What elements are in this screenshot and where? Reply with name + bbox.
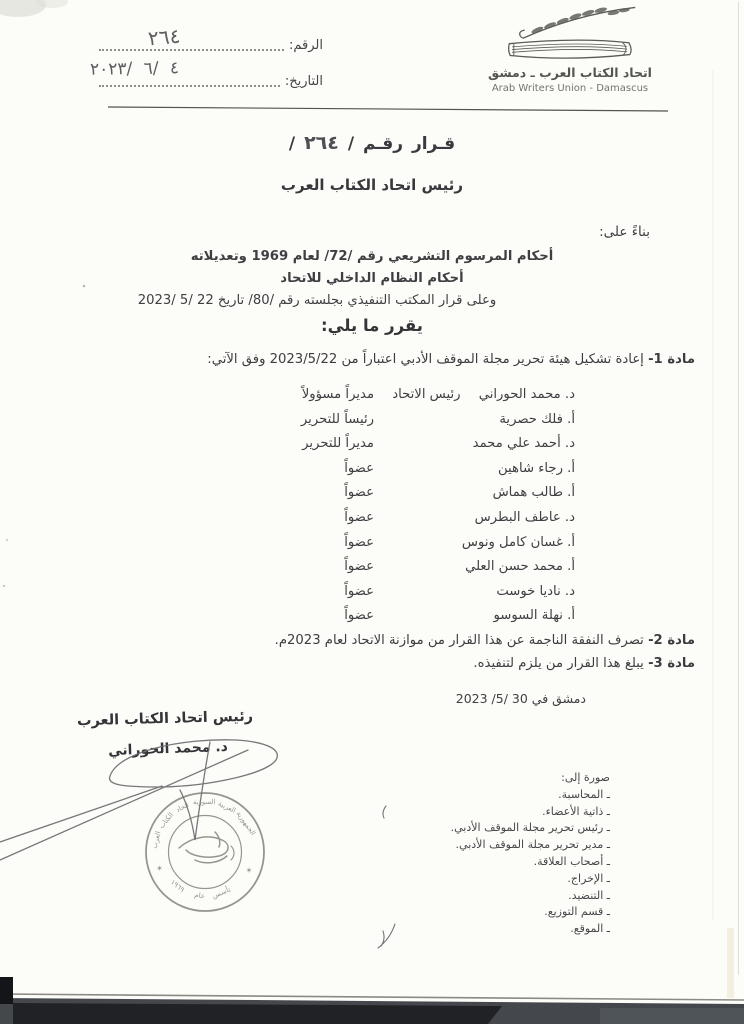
article-2-text: تصرف النفقة الناجمة عن هذا القرار من موازنة الاتحاد لعام 2023م. — [274, 633, 644, 648]
signatory-name: د. محمد الحوراني — [107, 738, 229, 760]
article-3-label: مادة 3- — [648, 656, 695, 671]
stamp-ring-word: العربية — [216, 799, 237, 815]
article-3 — [20, 656, 695, 671]
member-row — [288, 485, 575, 510]
stamp-ring-word: السورية — [192, 797, 216, 807]
stamp-ring-word: العرب — [150, 830, 163, 850]
decision-title-prefix: قـرار رقـم / — [347, 134, 456, 154]
stamp-star-right: ✶ — [245, 866, 253, 875]
handwritten-check-marks — [378, 806, 395, 948]
article-1 — [20, 352, 695, 367]
member-name: د. عاطف البطرس — [474, 509, 575, 525]
ref-number-field — [95, 36, 323, 53]
member-row — [288, 436, 575, 461]
member-row — [288, 387, 575, 412]
member-role: عضواً — [344, 608, 374, 624]
scan-smudge-top-left — [0, 0, 46, 17]
stamp-ring-word: الكتاب — [157, 810, 175, 831]
based-on-label: بناءً على: — [599, 224, 650, 240]
scan-speck — [3, 585, 5, 587]
member-row — [288, 608, 575, 633]
decides-label: يقرر ما يلي: — [321, 316, 423, 335]
scan-bottom-right-patch — [600, 1008, 744, 1024]
member-name: أ. غسان كامل ونوس — [461, 534, 575, 550]
member-row — [288, 559, 575, 584]
decision-title-suffix: / — [288, 134, 296, 154]
member-row — [288, 535, 575, 560]
stamp-founded-word: تأسس — [210, 884, 232, 901]
quill-branch-and-book-logo-icon — [470, 2, 670, 60]
member-name: د. أحمد علي محمد — [472, 436, 575, 452]
stamp-founded-word: عام — [193, 890, 206, 901]
ref-date-handwritten-value: ٤ /٦ /٢٠٢٣ — [89, 58, 180, 80]
member-role: عضواً — [344, 534, 374, 550]
ref-number-label: الرقم: — [289, 38, 323, 53]
ref-number-dotted-line — [99, 36, 284, 51]
member-name: أ. رجاء شاهين — [497, 460, 575, 476]
issuer-title: رئيس اتحاد الكتاب العرب — [280, 176, 464, 194]
distribution-item: ـ ذاتية الأعضاء. — [542, 804, 610, 818]
member-name: أ. محمد حسن العلي — [465, 559, 575, 575]
scan-bottom-band — [0, 998, 744, 1024]
union-logo-block — [470, 2, 670, 94]
official-round-stamp — [143, 790, 267, 914]
member-role: مديراً مسؤولاً — [301, 387, 375, 402]
distribution-item: ـ أصحاب العلاقة. — [533, 854, 610, 868]
paper-bottom-edge-line — [0, 994, 744, 1000]
member-name: أ. طالب هماش — [492, 485, 575, 501]
union-name-arabic: اتحاد الكتاب العرب ـ دمشق — [488, 65, 652, 80]
stamp-ring-word: الجمهورية — [234, 809, 258, 838]
scan-smudge-top-left-2 — [36, 0, 68, 8]
member-role: رئيساً للتحرير — [300, 411, 374, 427]
decision-number-handwritten: ٢٦٤ — [304, 132, 339, 154]
scan-bottom-shadow — [13, 1003, 502, 1024]
member-role: عضواً — [344, 460, 374, 476]
distribution-item: ـ الموقع. — [570, 922, 610, 936]
article-1-text: إعادة تشكيل هيئة تحرير مجلة الموقف الأدبي اعتباراً من 2023/5/22 وفق الآتي: — [207, 352, 644, 367]
distribution-list — [425, 770, 610, 938]
header-separator-line — [108, 107, 668, 111]
decision-title — [0, 132, 744, 154]
union-name-english: Arab Writers Union - Damascus — [491, 83, 649, 94]
member-row — [288, 510, 575, 535]
member-name: أ. نهلة السوسو — [493, 608, 575, 624]
member-name: أ. فلك حصرية — [499, 411, 575, 427]
article-3-text: يبلغ هذا القرار من يلزم لتنفيذه. — [473, 656, 644, 671]
member-role: عضواً — [344, 485, 374, 501]
stamp-star-left: ✶ — [156, 864, 163, 873]
article-2 — [20, 633, 695, 648]
distribution-heading: صورة إلى: — [561, 771, 610, 784]
member-name: د. ناديا خوست — [496, 583, 575, 599]
member-name: د. محمد الحوراني — [478, 387, 575, 402]
ref-number-handwritten-value: ٢٦٤ — [147, 23, 182, 51]
preamble-clause-3: وعلى قرار المكتب التنفيذي بجلسته رقم /80/ تاريخ 22 /5 /2023 — [137, 293, 497, 308]
ref-date-label: التاريخ: — [284, 74, 323, 89]
preamble-clause-2: أحكام النظام الداخلي للاتحاد — [280, 271, 464, 286]
article-1-label: مادة 1- — [648, 352, 695, 367]
signatory-title: رئيس اتحاد الكتاب العرب — [76, 708, 254, 730]
stamp-founded-word: ١٩٦٩ — [168, 877, 187, 895]
member-role: عضواً — [344, 559, 374, 575]
members-list — [288, 387, 575, 633]
place-and-date: دمشق في 30 /5/ 2023 — [455, 691, 586, 706]
stamp-ring-word: اتحاد — [174, 800, 191, 814]
scan-speck — [6, 539, 8, 541]
member-mid-title: رئيس الاتحاد — [392, 387, 461, 402]
paper-edge-strip — [727, 928, 734, 998]
scan-corner-black — [0, 977, 13, 1004]
member-row — [288, 461, 575, 486]
distribution-item: ـ الإخراج. — [567, 871, 610, 885]
distribution-item: ـ رئيس تحرير مجلة الموقف الأدبي. — [450, 821, 610, 835]
member-role: مديراً للتحرير — [302, 436, 374, 452]
distribution-item: ـ مدير تحرير مجلة الموقف الأدبي. — [455, 838, 610, 852]
distribution-items — [425, 787, 610, 938]
member-role: عضواً — [344, 583, 374, 599]
article-2-label: مادة 2- — [648, 633, 695, 648]
member-row — [288, 584, 575, 609]
member-row — [288, 412, 575, 437]
distribution-item: ـ المحاسبة. — [558, 787, 610, 801]
stamp-center-calligraphy — [179, 832, 234, 863]
preamble-clause-1: أحكام المرسوم التشريعي رقم /72/ لعام 1969 وتعديلاته — [190, 249, 554, 264]
member-role: عضواً — [344, 509, 374, 525]
distribution-item: ـ التنضيد. — [568, 888, 610, 902]
distribution-item: ـ قسم التوزيع. — [544, 905, 610, 919]
